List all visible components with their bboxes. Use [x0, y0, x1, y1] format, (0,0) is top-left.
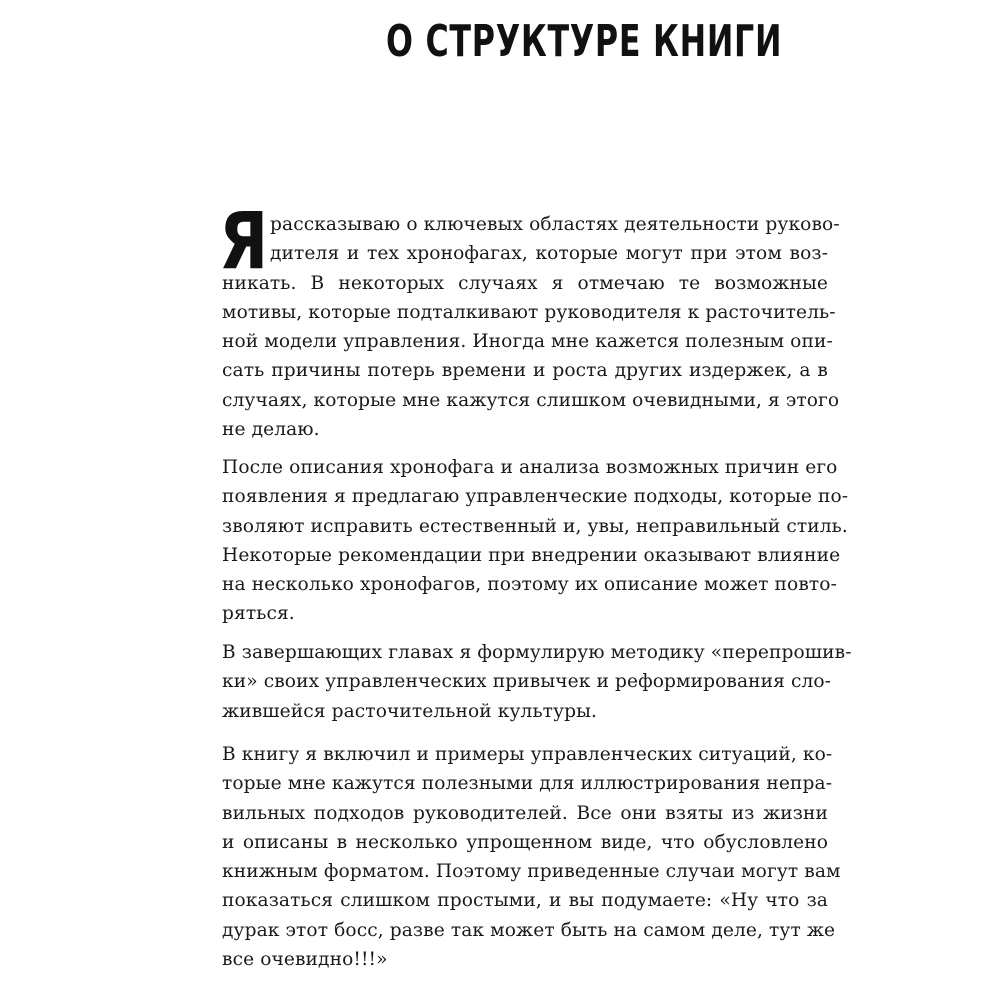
text-line: жившейся расточительной культуры. [222, 700, 598, 722]
text-line: дурак этот босс, разве так может быть на самом деле, тут же [222, 919, 836, 941]
text-line: вильных подходов руководителей. Все они взяты из жизни [222, 802, 828, 824]
text-line: на несколько хронофагов, поэтому их описание может повто- [222, 574, 837, 596]
text-line: дителя и тех хронофагах, которые могут при этом воз- [270, 243, 828, 265]
paragraph-3 [222, 638, 852, 726]
paragraph-2 [222, 453, 849, 629]
text-line: В завершающих главах я формулирую методику «перепрошив- [222, 642, 852, 663]
text-line: После описания хронофага и анализа возможных причин его [222, 457, 838, 478]
text-line: мотивы, которые подталкивают руководителя к расточитель- [222, 301, 836, 323]
paragraph-4 [222, 740, 841, 974]
text-line: ряться. [222, 603, 295, 625]
text-line: сать причины потерь времени и роста других издержек, а в [222, 360, 828, 382]
text-line: Некоторые рекомендации при внедрении оказывают влияние [222, 544, 841, 566]
text-line: рассказываю о ключевых областях деятельности руково- [270, 214, 840, 235]
drop-cap: Я [219, 197, 269, 287]
text-line: не делаю. [222, 419, 320, 441]
paragraph-1 [219, 197, 840, 444]
text-line: книжным форматом. Поэтому приведенные случаи могут вам [222, 861, 841, 883]
text-line: случаях, которые мне кажутся слишком очевидными, я этого [222, 389, 840, 411]
text-line: появления я предлагаю управленческие подходы, которые по- [222, 486, 849, 508]
text-line: торые мне кажутся полезными для иллюстрирования непра- [222, 773, 833, 795]
text-line: зволяют исправить естественный и, увы, неправильный стиль. [222, 515, 848, 537]
text-line: все очевидно!!!» [222, 949, 388, 971]
chapter-title: О СТРУКТУРЕ КНИГИ [385, 16, 782, 67]
text-line: и описаны в несколько упрощенном виде, что обусловлено [222, 831, 828, 853]
text-line: никать. В некоторых случаях я отмечаю те возможные [222, 272, 828, 294]
text-line: ной модели управления. Иногда мне кажется полезным опи- [222, 331, 833, 353]
text-line: В книгу я включил и примеры управленческих ситуаций, ко- [222, 744, 833, 765]
text-line: показаться слишком простыми, и вы подумаете: «Ну что за [222, 890, 828, 912]
text-line: ки» своих управленческих привычек и реформирования сло- [222, 671, 832, 693]
